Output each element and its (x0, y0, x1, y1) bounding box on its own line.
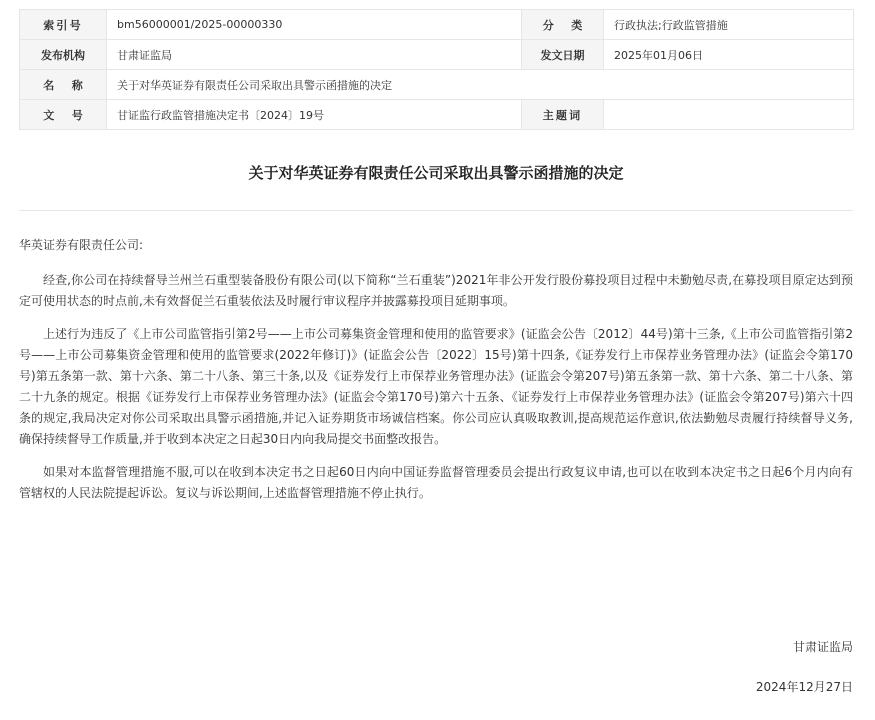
salutation: 华英证券有限责任公司: (19, 238, 144, 252)
category-value: 行政执法;行政监管措施 (604, 10, 854, 40)
issue-date-value: 2025年01月06日 (604, 40, 854, 70)
paragraph-appeal-rights: 如果对本监督管理措施不服,可以在收到本决定书之日起60日内向中国证券监督管理委员会提出行政复议申请,也可以在收到本决定书之日起6个月内向有管辖权的人民法院提起诉讼。复议与诉讼期间,上述监督管理措施不停止执行。 (19, 465, 853, 500)
keywords-value (604, 100, 854, 130)
category-label: 分类 (522, 10, 604, 40)
keywords-label: 主题词 (522, 100, 604, 130)
paragraph-violation-decision: 上述行为违反了《上市公司监管指引第2号——上市公司募集资金管理和使用的监管要求》(证监会公告〔2012〕44号)第十三条,《上市公司监管指引第2号——上市公司募集资金管理和使用的监管要求(2022年修订)》(证监会公告〔2022〕15号)第十四条,《证券发行上市保荐业务管理办法》(证监会令第170号)第五条第一款、第十六条、第二十八条、第三十条,以及《证券发行上市保荐业务管理办法》(证监会令第207号)第五条第一款、第十六条、第二十八条、第二十九条的规定。根据《证券发行上市保荐业务管理办法》(证监会令第170号)第六十五条、《证券发行上市保荐业务管理办法》(证监会令第207号)第六十四条的规定,我局决定对你公司采取出具警示函措施,并记入证券期货市场诚信档案。你公司应认真吸取教训,提高规范运作意识,依法勤勉尽责履行持续督导义务,确保持续督导工作质量,并于收到本决定之日起30日内向我局提交书面整改报告。 (19, 327, 853, 446)
metadata-row-publisher (20, 40, 854, 70)
publisher-label: 发布机构 (20, 40, 107, 70)
issue-date-label: 发文日期 (522, 40, 604, 70)
signature-organization: 甘肃证监局 (792, 640, 853, 654)
document-body (19, 235, 853, 516)
index-label: 索引号 (20, 10, 107, 40)
metadata-row-doc-no (20, 100, 854, 130)
metadata-row-index (20, 10, 854, 40)
doc-no-label: 文号 (20, 100, 107, 130)
document-metadata-table (19, 9, 854, 130)
doc-no-value: 甘证监行政监管措施决定书〔2024〕19号 (107, 100, 522, 130)
name-label: 名称 (20, 70, 107, 100)
publisher-value: 甘肃证监局 (107, 40, 522, 70)
document-title: 关于对华英证券有限责任公司采取出具警示函措施的决定 (248, 164, 624, 182)
metadata-row-name (20, 70, 854, 100)
paragraph-findings: 经查,你公司在持续督导兰州兰石重型装备股份有限公司(以下简称“兰石重装”)2021年非公开发行股份募投项目过程中未勤勉尽责,在募投项目原定达到预定可使用状态的时点前,未有效督促兰石重装依法及时履行审议程序并披露募投项目延期事项。 (19, 273, 853, 308)
signature-date: 2024年12月27日 (755, 680, 853, 694)
title-divider (19, 210, 853, 211)
name-value: 关于对华英证券有限责任公司采取出具警示函措施的决定 (107, 70, 854, 100)
index-value: bm56000001/2025-00000330 (107, 10, 522, 40)
